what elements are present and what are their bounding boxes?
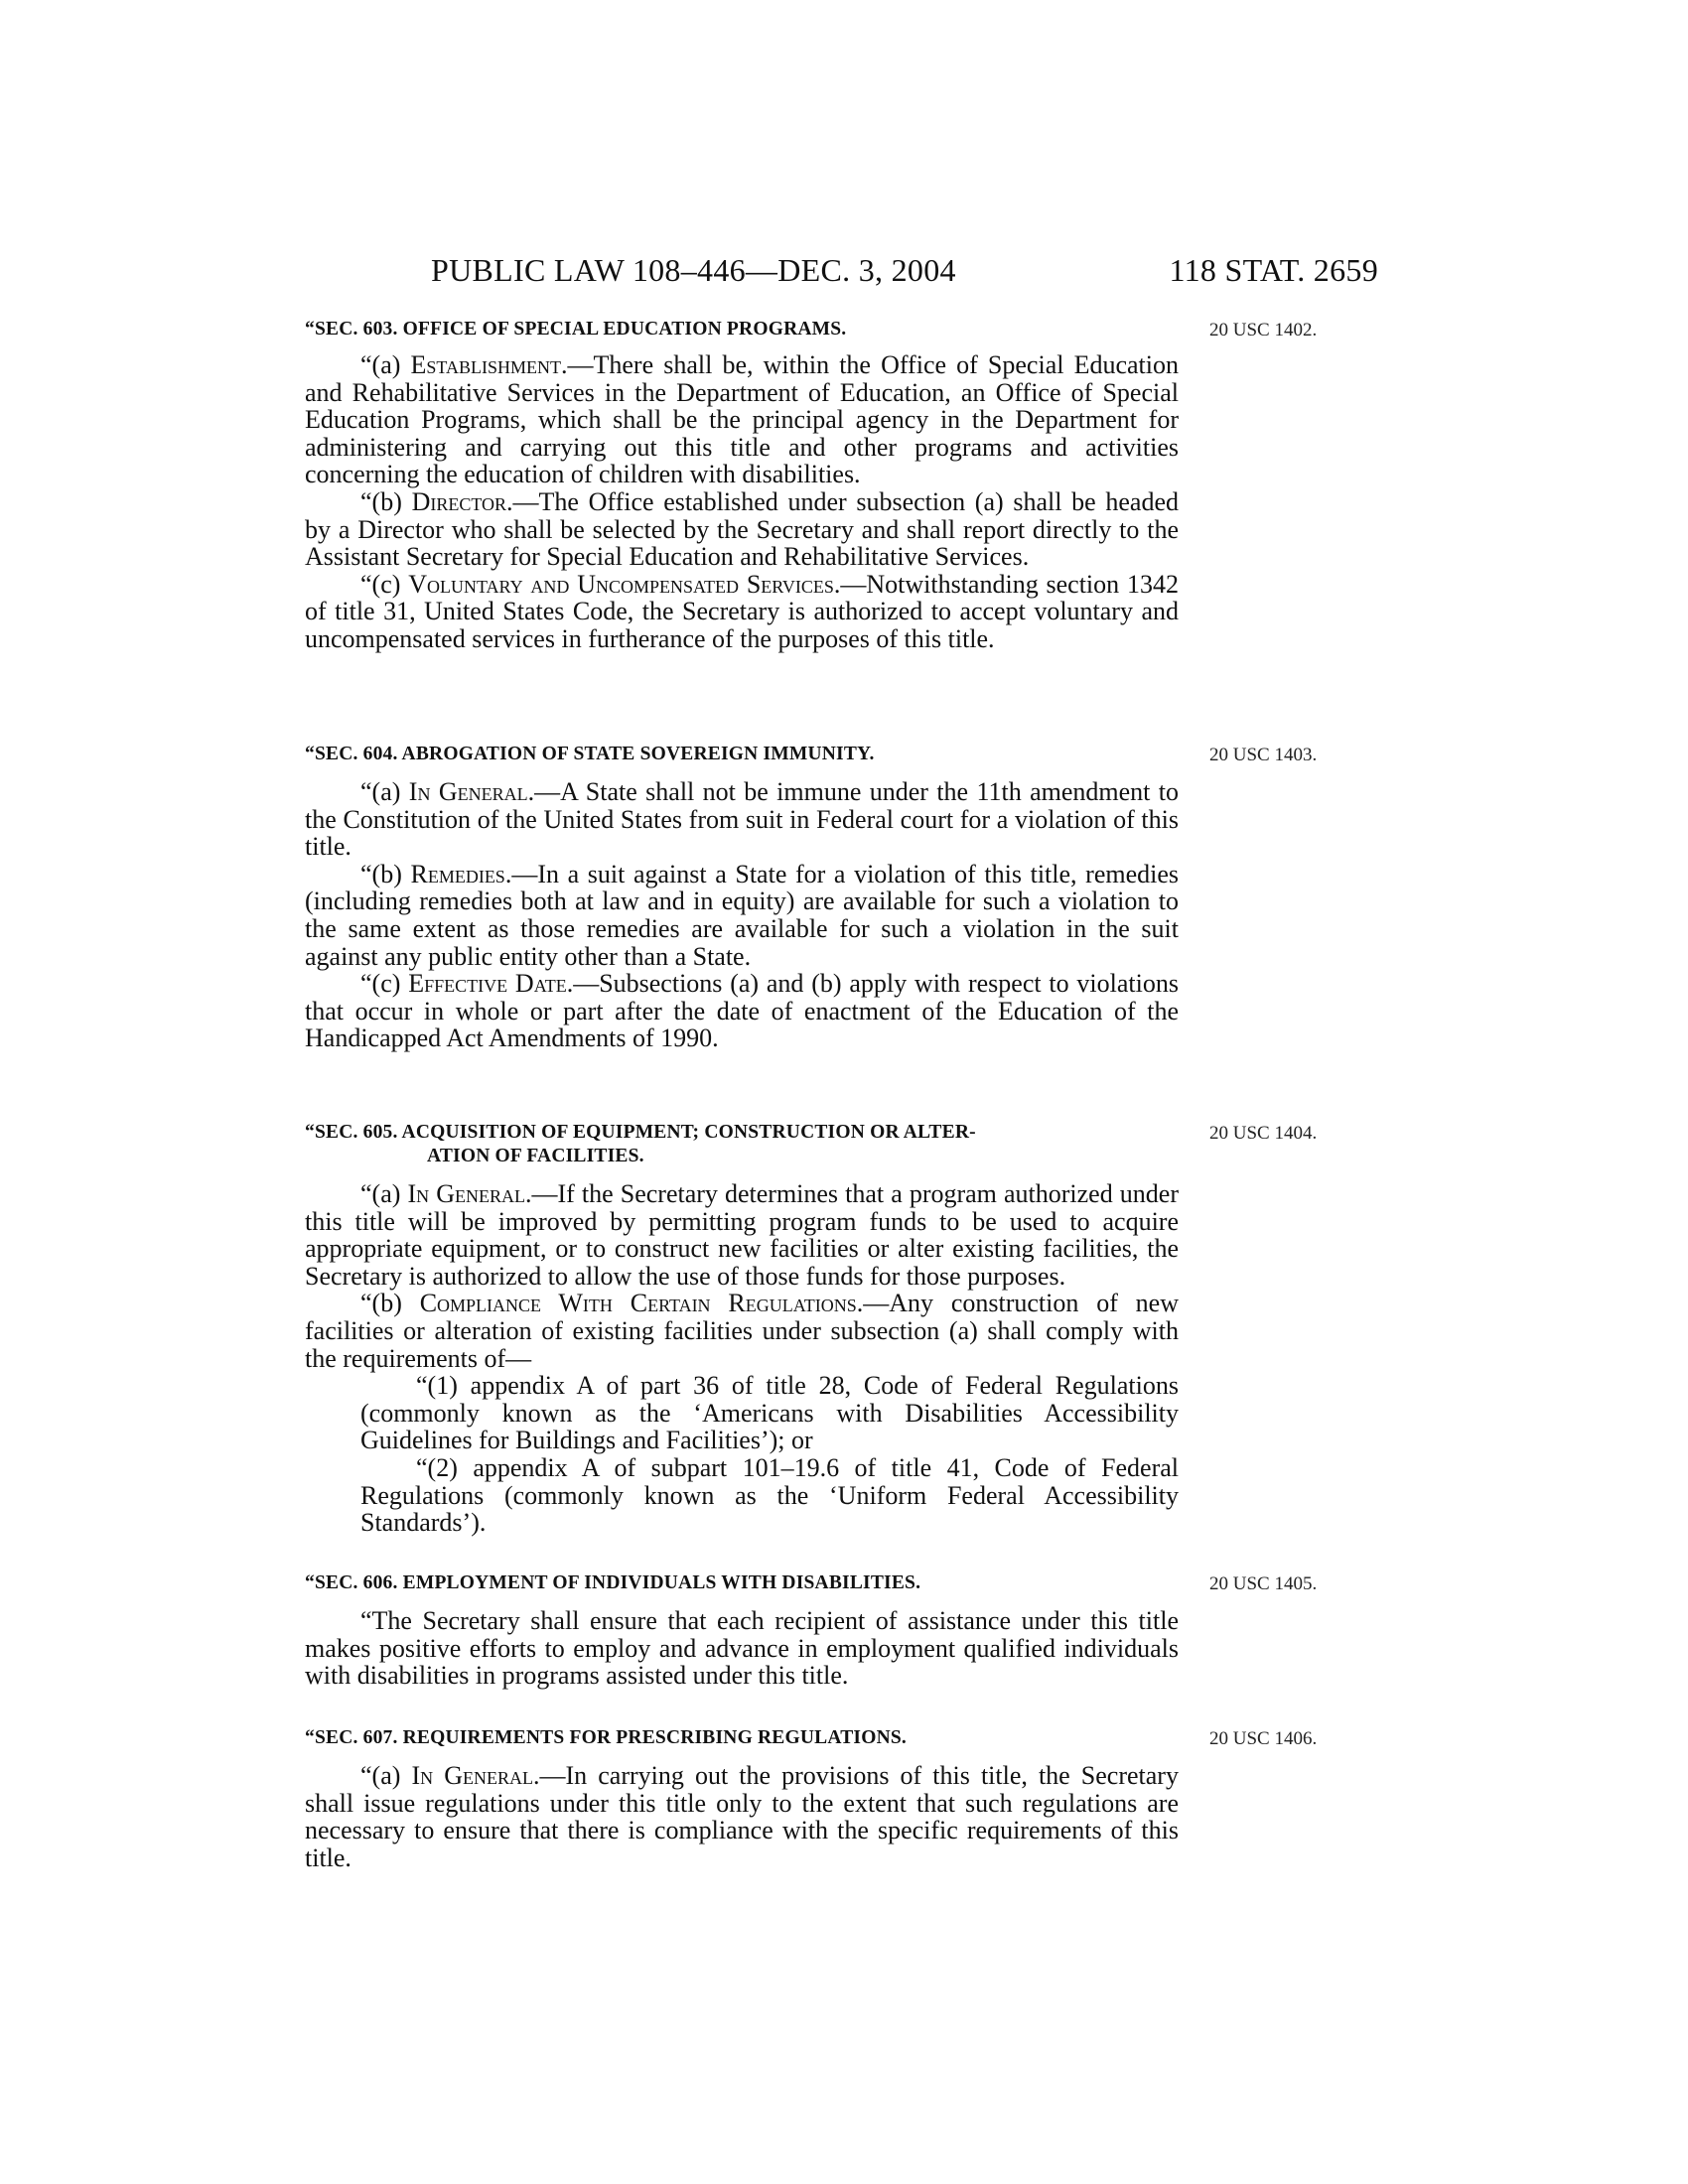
running-head: PUBLIC LAW 108–446—DEC. 3, 2004: [431, 252, 956, 288]
section-603: [305, 318, 1179, 653]
subsection-caption: Establishment: [410, 350, 561, 379]
section-heading: “SEC. 607. REQUIREMENTS FOR PRESCRIBING REGULATIONS.: [305, 1727, 907, 1748]
margin-citation-1404: 20 USC 1404.: [1209, 1123, 1318, 1144]
subsection-caption: In General: [408, 777, 528, 806]
margin-citation-1403: 20 USC 1403.: [1209, 745, 1318, 765]
subsection-c: “(c) Voluntary and Uncompensated Services.—Notwithstanding section 1342 of title 31, United States Code, the Secretary is authorized to accept voluntary and uncompensated services in furtherance of the purposes of this title.: [305, 569, 1179, 653]
subsection-caption: Voluntary and Uncompensated Services: [408, 569, 834, 599]
subsection-caption: In General: [411, 1761, 533, 1790]
subsection-a: “(a) In General.—A State shall not be immune under the 11th amendment to the Constitution of the United States from suit in Federal court for a violation of this title.: [305, 777, 1179, 862]
section-heading: “SEC. 605. ACQUISITION OF EQUIPMENT; CONSTRUCTION OR ALTER- ATION OF FACILITIES.: [305, 1122, 976, 1166]
section-heading: “SEC. 603. OFFICE OF SPECIAL EDUCATION PROGRAMS.: [305, 319, 847, 340]
subsection-caption: Compliance With Certain Regulations: [419, 1289, 857, 1318]
section-606: [305, 1571, 1179, 1690]
subsection-c: “(c) Effective Date.—Subsections (a) and (b) apply with respect to violations that occur in whole or part after the date of enactment of the Education of the Handicapped Act Amendments of 1990.: [305, 969, 1179, 1053]
paragraph-1: “(1) appendix A of part 36 of title 28, Code of Federal Regulations (commonly known as the ‘Americans with Disabilities Accessibility Guidelines for Buildings and Facilities’); or: [360, 1371, 1179, 1455]
subsection-caption: Effective Date: [408, 969, 567, 999]
subsection-caption: In General: [407, 1179, 525, 1208]
subsection-a: “(a) Establishment.—There shall be, within the Office of Special Education and Rehabilitative Services in the Department of Education, an Office of Special Education Programs, which shall be the principal agency in the Department for administering and carrying out this title and other programs and activities concerning the education of children with disabilities.: [305, 350, 1179, 489]
margin-citation-1405: 20 USC 1405.: [1209, 1573, 1318, 1594]
paragraph-2: “(2) appendix A of subpart 101–19.6 of title 41, Code of Federal Regulations (commonly known as the ‘Uniform Federal Accessibility Standards’).: [360, 1452, 1179, 1538]
section-604: [305, 743, 1179, 1052]
section-607: [305, 1726, 1179, 1871]
page-header: [298, 252, 1378, 292]
section-text: “The Secretary shall ensure that each recipient of assistance under this title makes positive efforts to employ and advance in employment qualified individuals with disabilities in programs assisted under this title.: [305, 1606, 1179, 1691]
subsection-a: “(a) In General.—In carrying out the provisions of this title, the Secretary shall issue regulations under this title only to the extent that such regulations are necessary to ensure that there is compliance with the specific requirements of this title.: [305, 1761, 1179, 1872]
section-heading: “SEC. 604. ABROGATION OF STATE SOVEREIGN IMMUNITY.: [305, 744, 875, 764]
subsection-b: “(b) Compliance With Certain Regulations.—Any construction of new facilities or alteration of existing facilities under subsection (a) shall comply with the requirements of—: [305, 1289, 1180, 1373]
margin-citation-1402: 20 USC 1402.: [1209, 320, 1318, 341]
subsection-b: “(b) Remedies.—In a suit against a State for a violation of this title, remedies (including remedies both at law and in equity) are available for such a violation to the same extent as those remedies are available for such a violation in the suit against any public entity other than a State.: [305, 859, 1179, 971]
subsection-a: “(a) In General.—If the Secretary determines that a program authorized under this title will be improved by permitting program funds to be used to acquire appropriate equipment, or to construct new facilities or alter existing facilities, the Secretary is authorized to allow the use of those funds for those purposes.: [305, 1179, 1179, 1291]
section-heading: “SEC. 606. EMPLOYMENT OF INDIVIDUALS WITH DISABILITIES.: [305, 1572, 921, 1593]
subsection-caption: Remedies: [410, 859, 505, 888]
stat-page-number: 118 STAT. 2659: [1169, 252, 1378, 288]
margin-citation-1406: 20 USC 1406.: [1209, 1728, 1318, 1749]
subsection-caption: Director: [411, 486, 507, 516]
subsection-b: “(b) Director.—The Office established under subsection (a) shall be headed by a Director who shall be selected by the Secretary and shall report directly to the Assistant Secretary for Special Education and Rehabilitative Services.: [305, 486, 1180, 572]
section-605: [305, 1121, 1179, 1537]
